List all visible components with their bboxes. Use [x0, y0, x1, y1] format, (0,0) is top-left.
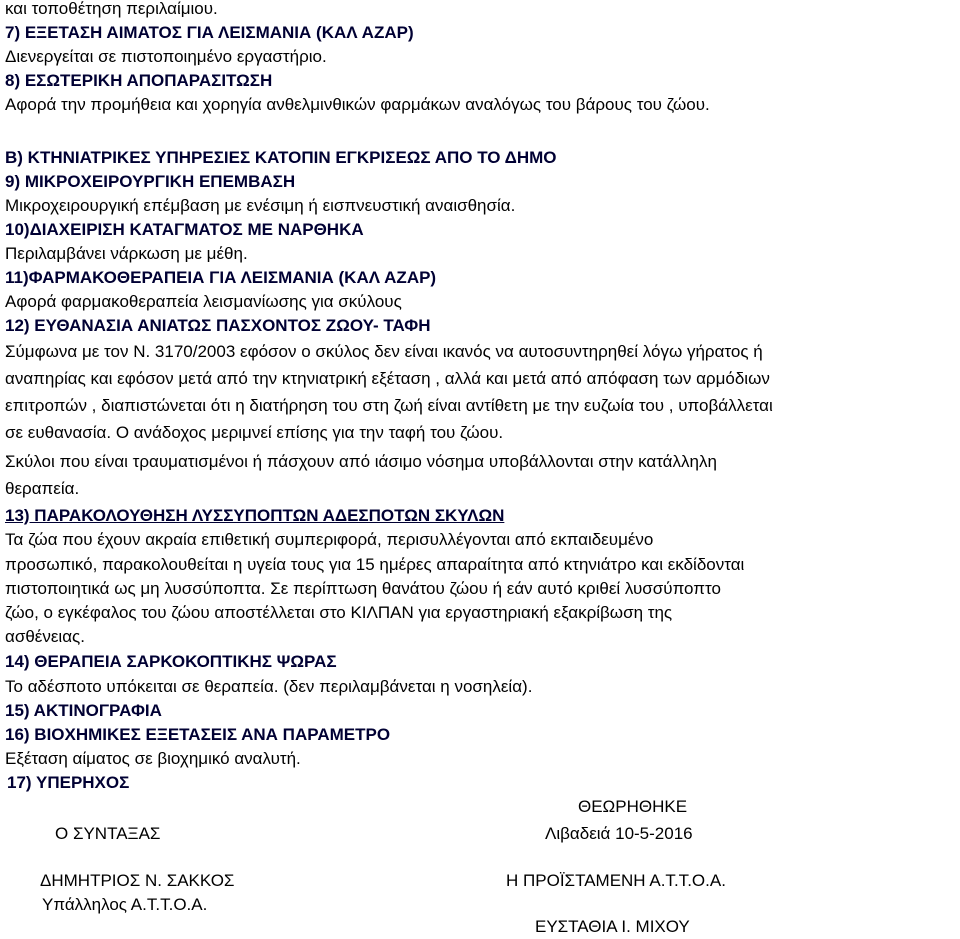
section-heading-13: 13) ΠΑΡΑΚΟΛΟΥΘΗΣΗ ΛΥΣΣΥΠΟΠΤΩΝ ΑΔΕΣΠΟΤΩΝ ΣΚΥΛΩΝ [5, 506, 505, 525]
author-role: Υπάλληλος Α.Τ.Τ.Ο.Α. [42, 895, 208, 914]
section-heading-17: 17) ΥΠΕΡΗΧΟΣ [7, 773, 130, 792]
section-heading-12: 12) ΕΥΘΑΝΑΣΙΑ ΑΝΙΑΤΩΣ ΠΑΣΧΟΝΤΟΣ ΖΩΟΥ- ΤΑΦΗ [5, 316, 431, 335]
text-line: επιτροπών , διαπιστώνεται ότι η διατήρηση του στη ζωή είναι αντίθετη με την ευζωία του , υποβάλλεται [5, 396, 773, 415]
section-heading-8: 8) ΕΣΩΤΕΡΙΚΗ ΑΠΟΠΑΡΑΣΙΤΩΣΗ [5, 71, 273, 90]
text-line: Το αδέσποτο υπόκειται σε θεραπεία. (δεν περιλαμβάνεται η νοσηλεία). [5, 677, 533, 696]
text-line: προσωπικό, παρακολουθείται η υγεία τους για 15 ημέρες απαραίτητα από κτηνιάτρο και εκδίδονται [5, 555, 745, 574]
author-name: ΔΗΜΗΤΡΙΟΣ Ν. ΣΑΚΚΟΣ [40, 871, 235, 890]
text-line: Περιλαμβάνει νάρκωση με μέθη. [5, 244, 248, 263]
text-line: Σκύλοι που είναι τραυματισμένοι ή πάσχουν από ιάσιμο νόσημα υποβάλλονται στην κατάλληλη [5, 452, 717, 471]
text-line: Διενεργείται σε πιστοποιημένο εργαστήριο. [5, 47, 327, 66]
text-line: θεραπεία. [5, 479, 80, 498]
text-line: αναπηρίας και εφόσον μετά από την κτηνιατρική εξέταση , αλλά και μετά από απόφαση των αρμόδιων [5, 369, 770, 388]
text-line: Σύμφωνα με τον Ν. 3170/2003 εφόσον ο σκύλος δεν είναι ικανός να αυτοσυντηρηθεί λόγω γήρατος ή [5, 342, 763, 361]
text-line: ασθένειας. [5, 627, 85, 646]
text-line: Αφορά φαρμακοθεραπεία λεισμανίωσης για σκύλους [5, 292, 402, 311]
section-heading-9: 9) ΜΙΚΡΟΧΕΙΡΟΥΡΓΙΚΗ ΕΠΕΜΒΑΣΗ [5, 172, 296, 191]
text-line: και τοποθέτηση περιλαίμιου. [5, 0, 218, 18]
section-heading-b: Β) ΚΤΗΝΙΑΤΡΙΚΕΣ ΥΠΗΡΕΣΙΕΣ ΚΑΤΟΠΙΝ ΕΓΚΡΙΣΕΩΣ ΑΠΟ ΤΟ ΔΗΜΟ [5, 148, 557, 167]
text-line: πιστοποιητικά ως μη λυσσύποπτα. Σε περίπτωση θανάτου ζώου ή εάν αυτό κριθεί λυσσύποπτο [5, 579, 721, 598]
text-line: ζώο, ο εγκέφαλος του ζώου αποστέλλεται στο ΚΙΛΠΑΝ για εργαστηριακή εξακρίβωση της [5, 603, 673, 622]
section-heading-15: 15) ΑΚΤΙΝΟΓΡΑΦΙΑ [5, 701, 162, 720]
place-date: Λιβαδειά 10-5-2016 [545, 824, 693, 843]
text-line: Αφορά την προμήθεια και χορηγία ανθελμινθικών φαρμάκων αναλόγως του βάρους του ζώου. [5, 95, 710, 114]
head-name: ΕΥΣΤΑΘΙΑ Ι. ΜΙΧΟΥ [535, 917, 690, 936]
text-line: Εξέταση αίματος σε βιοχημικό αναλυτή. [5, 749, 301, 768]
section-heading-7: 7) ΕΞΕΤΑΣΗ ΑΙΜΑΤΟΣ ΓΙΑ ΛΕΙΣΜΑΝΙΑ (ΚΑΛ ΑΖΑΡ) [5, 23, 414, 42]
section-heading-11: 11)ΦΑΡΜΑΚΟΘΕΡΑΠΕΙΑ ΓΙΑ ΛΕΙΣΜΑΝΙΑ (ΚΑΛ ΑΖΑΡ) [5, 268, 437, 287]
section-heading-16: 16) ΒΙΟΧΗΜΙΚΕΣ ΕΞΕΤΑΣΕΙΣ ΑΝΑ ΠΑΡΑΜΕΤΡΟ [5, 725, 391, 744]
text-line: σε ευθανασία. Ο ανάδοχος μεριμνεί επίσης για την ταφή του ζώου. [5, 423, 504, 442]
text-line: Τα ζώα που έχουν ακραία επιθετική συμπεριφορά, περισυλλέγονται από εκπαιδευμένο [5, 530, 654, 549]
section-heading-10: 10)ΔΙΑΧΕΙΡΙΣΗ ΚΑΤΑΓΜΑΤΟΣ ΜΕ ΝΑΡΘΗΚΑ [5, 220, 364, 239]
approved-stamp-text: ΘΕΩΡΗΘΗΚΕ [578, 797, 688, 816]
head-label: Η ΠΡΟΪΣΤΑΜΕΝΗ Α.Τ.Τ.Ο.Α. [506, 871, 726, 890]
author-label: Ο ΣΥΝΤΑΞΑΣ [55, 824, 161, 843]
text-line: Μικροχειρουργική επέμβαση με ενέσιμη ή εισπνευστική αναισθησία. [5, 196, 516, 215]
section-heading-14: 14) ΘΕΡΑΠΕΙΑ ΣΑΡΚΟΚΟΠΤΙΚΗΣ ΨΩΡΑΣ [5, 652, 337, 671]
